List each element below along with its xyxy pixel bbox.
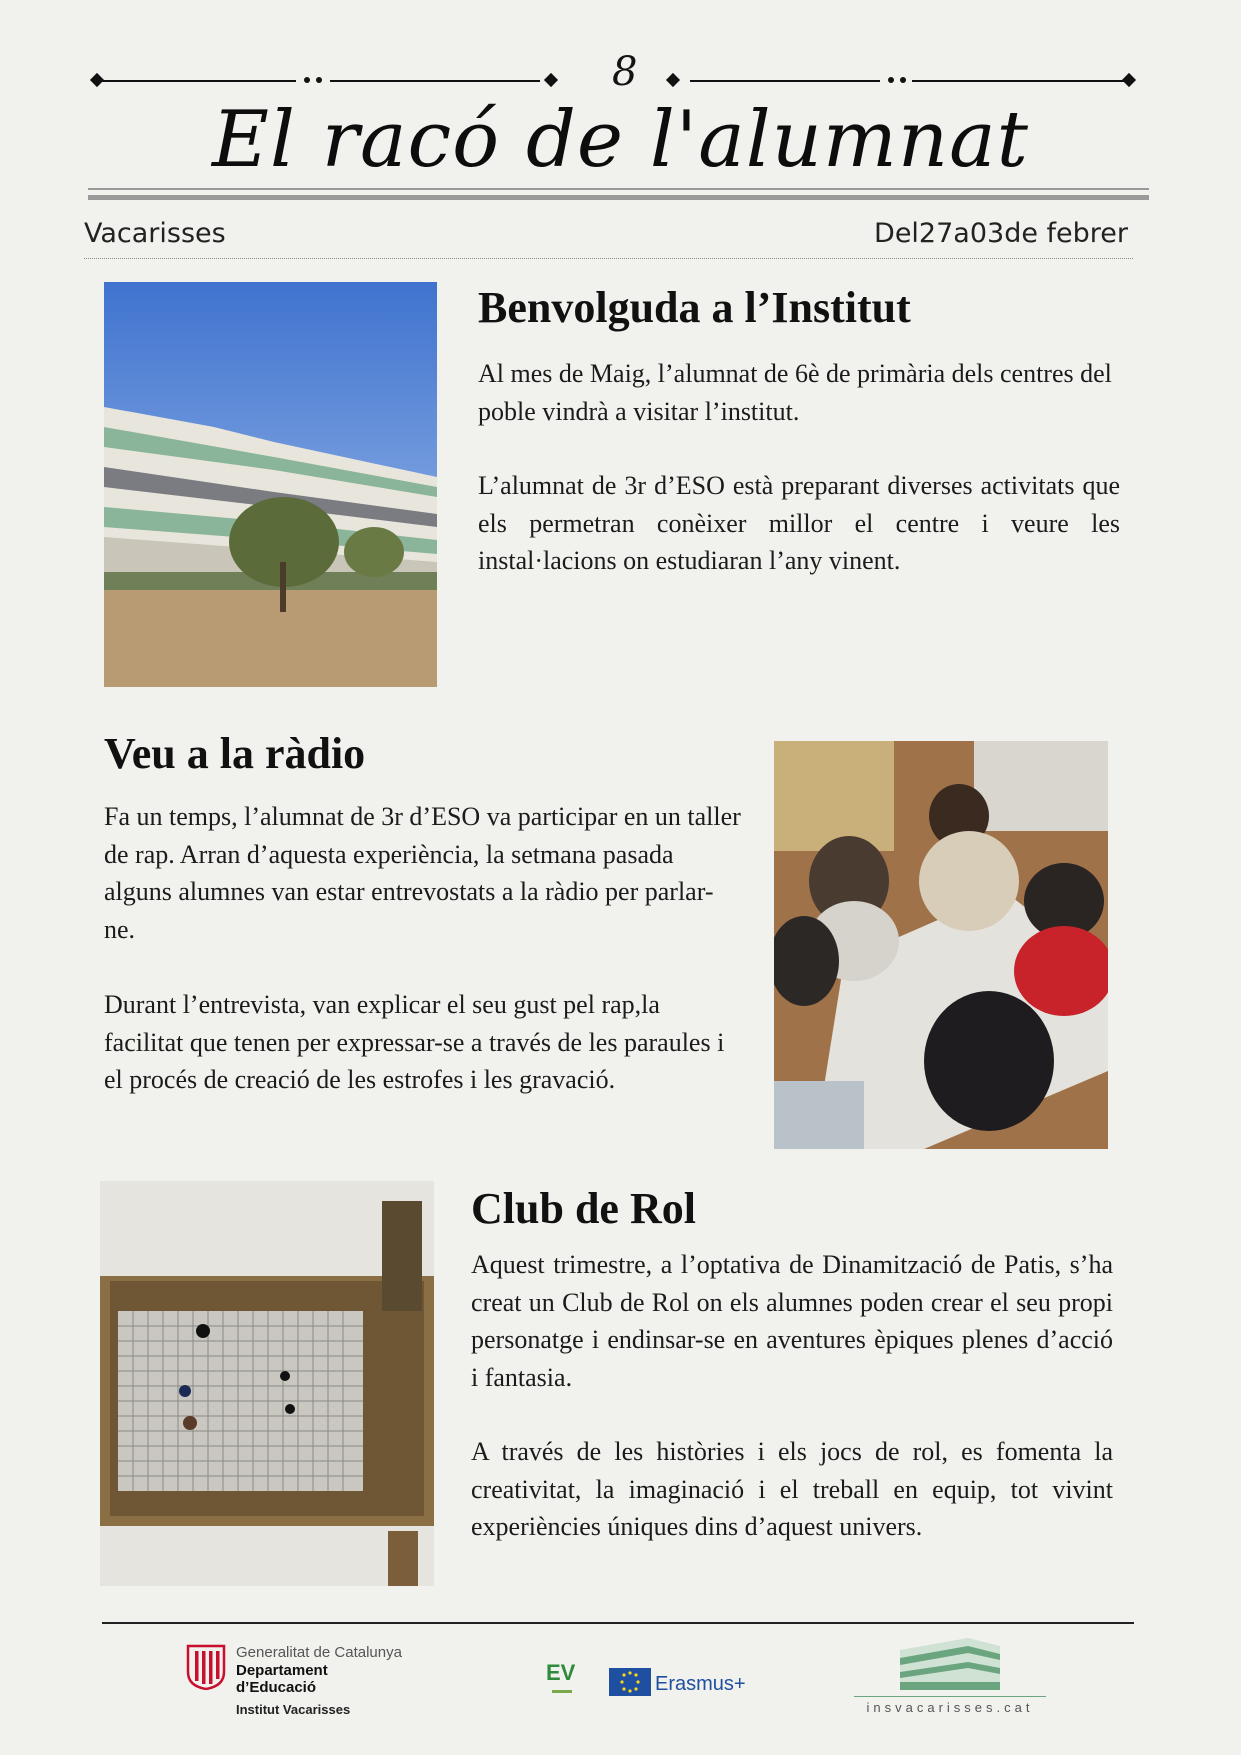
article-title-radio: Veu a la ràdio xyxy=(104,729,366,778)
department-label-2: d’Educació xyxy=(236,1679,317,1696)
article-paragraph: Fa un temps, l’alumnat de 3r d’ESO va participar en un taller de rap. Arran d’aquesta experiència, la setmana pasada alguns alumnes van estar entrevostats a la ràdio per parlar-ne. xyxy=(104,802,741,944)
ornament-diamond xyxy=(544,73,558,87)
ornament-diamond xyxy=(90,73,104,87)
masthead-rule-thick xyxy=(88,195,1149,200)
article-paragraph: Durant l’entrevista, van explicar el seu gust pel rap,la facilitat que tenen per expressar-se a través de les paraules i el procés de creació de les estrofes i les gravació. xyxy=(104,990,725,1094)
article-paragraph: Aquest trimestre, a l’optativa de Dinamització de Patis, s’ha creat un Club de Rol on els alumnes poden crear el seu propi personatge i endinsar-se en aventures èpiques plenes d’acció i fantasia. xyxy=(471,1250,1113,1392)
students-table-photo xyxy=(774,741,1108,1149)
ornament-diamond xyxy=(666,73,680,87)
ornament-dot xyxy=(304,77,310,83)
footer-rule xyxy=(102,1622,1134,1624)
article-title-institut: Benvolguda a l’Institut xyxy=(478,283,911,332)
location-label: Vacarisses xyxy=(84,218,226,249)
ornament-line xyxy=(690,80,880,82)
masthead-title: El racó de l'alumnat xyxy=(212,95,1029,185)
ev-underline xyxy=(552,1690,572,1693)
article-paragraph: L’alumnat de 3r d’ESO està preparant diverses activitats que els permetran conèixer millor el centre i veure les instal·lacions on estudiaran l’any vinent. xyxy=(478,471,1120,575)
generalitat-logo xyxy=(186,1644,406,1724)
date-label: Del27a03de febrer xyxy=(874,218,1128,249)
dotted-rule xyxy=(84,258,1133,259)
erasmus-label: Erasmus+ xyxy=(655,1673,746,1695)
article-paragraph: A través de les històries i els jocs de rol, es fomenta la creativitat, la imaginació i el treball en equip, tot vivint experiències úniques dins d’aquest univers. xyxy=(471,1437,1113,1541)
ornament-line xyxy=(912,80,1132,82)
department-label-1: Departament xyxy=(236,1662,328,1679)
article-title-rol: Club de Rol xyxy=(471,1184,696,1233)
ev-label: EV xyxy=(546,1660,576,1685)
ev-logo xyxy=(544,1660,580,1704)
website-label: insvacarisses.cat xyxy=(866,1700,1034,1715)
ornament-line xyxy=(96,80,296,82)
ornament-dot xyxy=(316,77,322,83)
ornament-dot xyxy=(888,77,894,83)
website-rule xyxy=(854,1696,1046,1697)
eu-flag-icon xyxy=(609,1668,651,1696)
ornament-swirl: 8 xyxy=(612,49,638,95)
senyera-icon xyxy=(186,1644,226,1690)
article-paragraph: Al mes de Maig, l’alumnat de 6è de primària dels centres del poble vindrà a visitar l’institut. xyxy=(478,359,1112,426)
masthead-rule xyxy=(88,188,1149,190)
school-label: Institut Vacarisses xyxy=(236,1702,351,1717)
erasmus-logo xyxy=(609,1668,759,1698)
school-website-logo xyxy=(850,1636,1050,1726)
school-building-photo xyxy=(104,282,437,687)
ornament-line xyxy=(330,80,540,82)
role-play-board-photo xyxy=(100,1181,434,1586)
generalitat-label: Generalitat de Catalunya xyxy=(236,1644,402,1661)
school-building-icon xyxy=(898,1636,1002,1692)
ornament-diamond xyxy=(1122,73,1136,87)
ornament-dot xyxy=(900,77,906,83)
